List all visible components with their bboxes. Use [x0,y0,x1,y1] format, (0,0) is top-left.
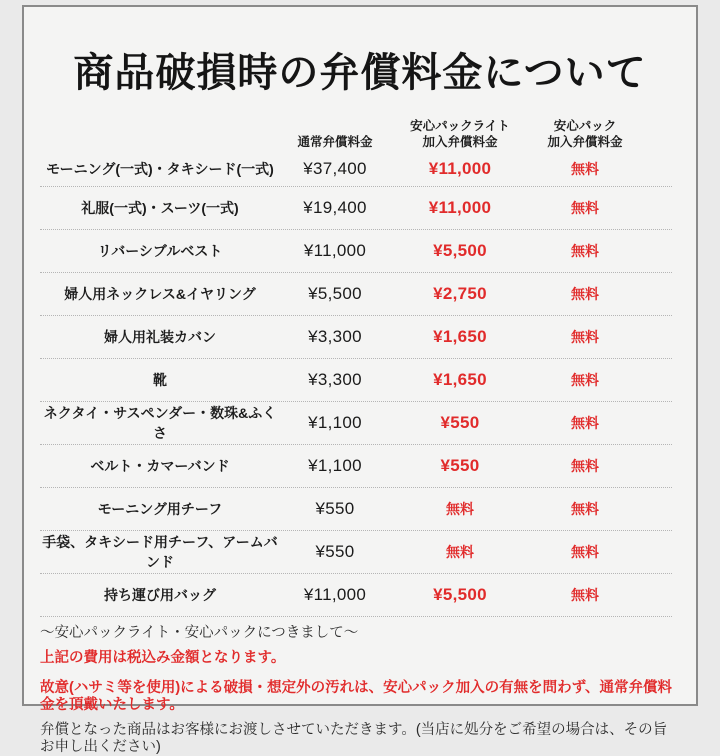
pack-fee: 無料 [571,200,599,216]
header-pack-line2: 加入弁償料金 [547,135,623,149]
normal-fee: ¥11,000 [303,241,367,260]
fee-table [24,118,696,617]
item-name: リバーシブルベスト [97,243,223,259]
item-name: 礼服(一式)・スーツ(一式) [81,200,239,216]
header-normal-fee: 通常弁償料金 [297,135,373,149]
item-name: 手袋、タキシード用チーフ、アームバンド [42,534,278,570]
pack-fee: 無料 [571,243,599,259]
table-row [40,574,672,617]
pack-fee: 無料 [571,161,599,177]
normal-fee: ¥1,100 [308,456,362,475]
item-name: モーニング用チーフ [97,501,223,517]
item-name: 婦人用礼装カバン [104,329,216,345]
light-pack-fee: ¥550 [440,413,480,432]
note-heading: ～安心パックライト・安心パックにつきまして～ [40,625,359,641]
notice-panel [22,5,698,755]
item-name: ベルト・カマーバンド [90,458,230,474]
normal-fee: ¥1,100 [308,413,362,432]
header-light-pack-line1: 安心パックライト [410,119,510,133]
light-pack-fee: ¥5,500 [433,585,487,604]
table-row [40,230,672,273]
light-pack-fee: ¥11,000 [428,198,492,217]
item-name: 持ち運び用バッグ [104,587,216,603]
table-row [40,316,672,359]
header-item-spacer [40,150,280,152]
table-row [40,488,672,531]
table-row [40,359,672,402]
table-row [40,445,672,488]
pack-fee: 無料 [571,587,599,603]
normal-fee: ¥5,500 [308,284,362,303]
note-tax-included: 上記の費用は税込み金額となります。 [40,650,286,666]
light-pack-fee: ¥2,750 [433,284,487,303]
light-pack-fee: ¥5,500 [433,241,487,260]
note-handover: 弁償となった商品はお客様にお渡しさせていただきます。(当店に処分をご希望の場合は、その旨お申し出ください) [40,722,668,755]
pack-fee: 無料 [571,544,599,560]
pack-fee: 無料 [571,458,599,474]
normal-fee: ¥37,400 [303,159,367,178]
table-row [40,531,672,574]
table-row [40,152,672,187]
header-pack-line1: 安心パック [553,119,617,133]
header-pack-fee [530,118,672,152]
item-name: 婦人用ネックレス&イヤリング [64,286,256,302]
normal-fee: ¥19,400 [303,198,367,217]
page-title: 商品破損時の弁償料金について [73,51,647,95]
header-light-pack-line2: 加入弁償料金 [422,135,498,149]
light-pack-fee: ¥1,650 [433,370,487,389]
item-name: モーニング(一式)・タキシード(一式) [46,161,274,177]
pack-fee: 無料 [571,415,599,431]
light-pack-fee: ¥11,000 [428,159,492,178]
note-intentional-damage: 故意(ハサミ等を使用)による破損・想定外の汚れは、安心パック加入の有無を問わず、通常弁償料金を頂戴いたします。 [40,680,672,713]
table-row [40,187,672,230]
item-name: 靴 [153,372,167,388]
light-pack-fee: 無料 [446,501,474,517]
table-row [40,273,672,316]
pack-fee: 無料 [571,329,599,345]
footnotes [24,625,696,756]
normal-fee: ¥550 [315,499,355,518]
pack-fee: 無料 [571,501,599,517]
item-name: ネクタイ・サスペンダー・数珠&ふくさ [43,405,277,441]
normal-fee: ¥3,300 [308,327,362,346]
pack-fee: 無料 [571,286,599,302]
light-pack-fee: ¥550 [440,456,480,475]
pack-fee: 無料 [571,372,599,388]
normal-fee: ¥11,000 [303,585,367,604]
normal-fee: ¥3,300 [308,370,362,389]
light-pack-fee: 無料 [446,544,474,560]
normal-fee: ¥550 [315,542,355,561]
table-row [40,402,672,445]
header-light-pack-fee [390,118,530,152]
table-header-row [40,118,672,152]
light-pack-fee: ¥1,650 [433,327,487,346]
